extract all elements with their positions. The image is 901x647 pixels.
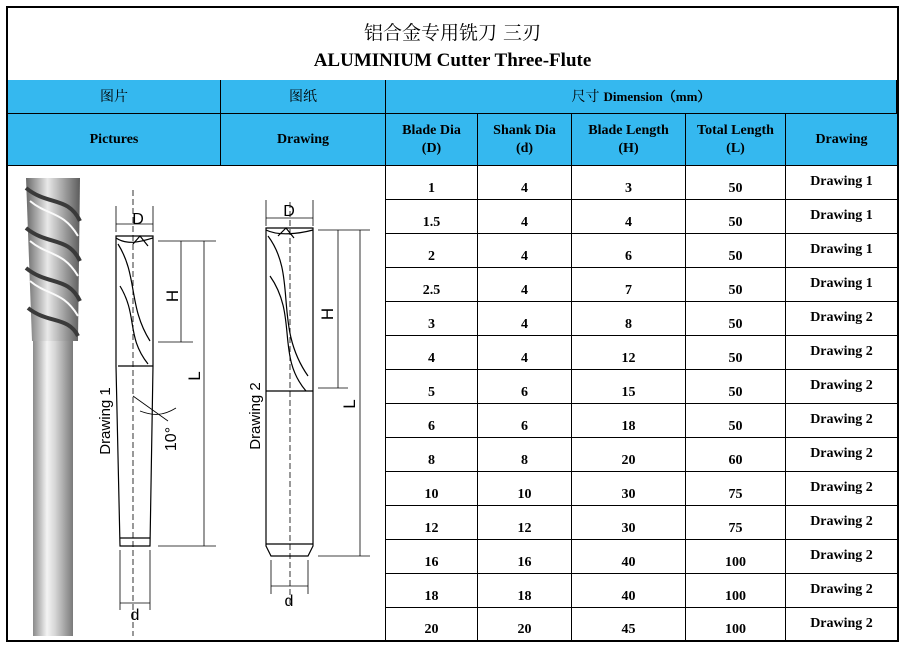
cell-blade-dia: 8 bbox=[386, 438, 478, 472]
cell-total-length: 50 bbox=[686, 268, 786, 302]
cell-drawing: Drawing 2 bbox=[786, 370, 897, 404]
cell-blade-dia: 12 bbox=[386, 506, 478, 540]
header-dimension-zh: 尺寸 bbox=[571, 88, 600, 105]
cell-total-length: 100 bbox=[686, 608, 786, 640]
cell-total-length: 75 bbox=[686, 506, 786, 540]
cell-blade-length: 12 bbox=[572, 336, 686, 370]
cell-drawing: Drawing 2 bbox=[810, 616, 873, 631]
cell-blade-length: 45 bbox=[572, 608, 686, 640]
header-blade-length-symbol: (H) bbox=[618, 140, 639, 156]
header-blade-dia-label: Blade Dia bbox=[402, 122, 461, 138]
header-drawing-column: Drawing bbox=[786, 114, 897, 166]
cell-total-length: 50 bbox=[686, 370, 786, 404]
cell-shank-dia: 8 bbox=[478, 438, 572, 472]
header-drawing: Drawing bbox=[221, 114, 386, 166]
d2-shank-dia-label: d bbox=[284, 593, 294, 610]
cell-blade-dia: 6 bbox=[386, 404, 478, 438]
cell-blade-length: 30 bbox=[572, 472, 686, 506]
cell-total-length: 50 bbox=[686, 234, 786, 268]
cell-drawing: Drawing 1 bbox=[786, 166, 897, 200]
cell-shank-dia: 4 bbox=[478, 200, 572, 234]
cell-shank-dia: 12 bbox=[478, 506, 572, 540]
cell-total-length: 100 bbox=[686, 574, 786, 608]
d2-blade-dia-label: D bbox=[283, 203, 295, 220]
header-drawing-zh bbox=[221, 80, 386, 114]
pictures-drawings-area bbox=[8, 166, 386, 640]
cell-shank-dia: 18 bbox=[478, 574, 572, 608]
cell-drawing: Drawing 2 bbox=[786, 404, 897, 438]
cell-drawing: Drawing 1 bbox=[786, 268, 897, 302]
cell-blade-dia: 18 bbox=[386, 574, 478, 608]
d2-blade-length-label: H bbox=[318, 307, 337, 321]
cell-total-length: 50 bbox=[686, 336, 786, 370]
cell-blade-dia: 10 bbox=[386, 472, 478, 506]
header-pictures-zh-text: 图片 bbox=[100, 88, 128, 105]
d1-blade-dia-label: D bbox=[132, 211, 144, 228]
header-shank-dia bbox=[478, 114, 572, 166]
drawing-1 bbox=[116, 190, 216, 636]
cell-blade-dia: 1 bbox=[386, 166, 478, 200]
cell-blade-dia: 3 bbox=[386, 302, 478, 336]
cell-total-length: 50 bbox=[686, 302, 786, 336]
header-blade-dia-symbol: (D) bbox=[421, 140, 442, 156]
cell-blade-length: 7 bbox=[572, 268, 686, 302]
cell-shank-dia: 4 bbox=[478, 302, 572, 336]
title-block bbox=[8, 8, 897, 81]
cutter-photo bbox=[26, 178, 80, 636]
cell-drawing: Drawing 2 bbox=[786, 302, 897, 336]
d1-total-length-label: L bbox=[185, 371, 204, 381]
cell-total-length: 50 bbox=[686, 404, 786, 438]
header-pictures: Pictures bbox=[8, 114, 221, 166]
cell-blade-dia: 5 bbox=[386, 370, 478, 404]
cell-shank-dia: 6 bbox=[478, 370, 572, 404]
cell-blade-length: 15 bbox=[572, 370, 686, 404]
header-drawing-zh-text: 图纸 bbox=[289, 88, 317, 105]
cell-shank-dia: 4 bbox=[478, 336, 572, 370]
cell-drawing: Drawing 1 bbox=[786, 234, 897, 268]
cell-shank-dia: 6 bbox=[478, 404, 572, 438]
cell-blade-length: 8 bbox=[572, 302, 686, 336]
cell-blade-length: 20 bbox=[572, 438, 686, 472]
header-shank-dia-label: Shank Dia bbox=[493, 122, 556, 138]
cell-total-length: 50 bbox=[686, 200, 786, 234]
cutter-illustrations bbox=[8, 166, 386, 640]
cell-shank-dia: 4 bbox=[478, 234, 572, 268]
d1-blade-length-label: H bbox=[163, 289, 182, 303]
title-chinese: 铝合金专用铣刀 三刃 bbox=[363, 22, 542, 44]
cell-drawing: Drawing 1 bbox=[786, 200, 897, 234]
header-total-length-symbol: (L) bbox=[726, 140, 745, 156]
cell-total-length: 100 bbox=[686, 540, 786, 574]
cell-blade-length: 30 bbox=[572, 506, 686, 540]
cell-drawing: Drawing 2 bbox=[786, 506, 897, 540]
header-dimension bbox=[386, 80, 897, 114]
cell-blade-dia: 20 bbox=[386, 608, 478, 640]
cell-blade-dia: 1.5 bbox=[386, 200, 478, 234]
header-total-length bbox=[686, 114, 786, 166]
header-total-length-label: Total Length bbox=[697, 122, 774, 138]
title-english: ALUMINIUM Cutter Three-Flute bbox=[313, 50, 592, 71]
cell-blade-length: 3 bbox=[572, 166, 686, 200]
cell-drawing: Drawing 2 bbox=[786, 472, 897, 506]
cell-shank-dia: 4 bbox=[478, 166, 572, 200]
cell-blade-length: 40 bbox=[572, 574, 686, 608]
cell-blade-length: 6 bbox=[572, 234, 686, 268]
cell-blade-dia: 4 bbox=[386, 336, 478, 370]
cell-total-length: 60 bbox=[686, 438, 786, 472]
cell-shank-dia: 20 bbox=[478, 608, 572, 640]
header-pictures-zh bbox=[8, 80, 221, 114]
cell-blade-dia: 2 bbox=[386, 234, 478, 268]
header-dimension-en: Dimension（mm） bbox=[603, 88, 711, 104]
cell-blade-dia: 2.5 bbox=[386, 268, 478, 302]
cell-drawing: Drawing 2 bbox=[786, 540, 897, 574]
cell-shank-dia: 4 bbox=[478, 268, 572, 302]
cell-drawing: Drawing 2 bbox=[786, 438, 897, 472]
spec-sheet bbox=[6, 6, 899, 642]
d1-shank-dia-label: d bbox=[130, 607, 140, 624]
d2-total-length-label: L bbox=[340, 399, 359, 409]
cell-drawing: Drawing 2 bbox=[786, 574, 897, 608]
drawing-2-label: Drawing 2 bbox=[247, 382, 264, 450]
cell-blade-length: 40 bbox=[572, 540, 686, 574]
cell-blade-length: 18 bbox=[572, 404, 686, 438]
header-blade-length bbox=[572, 114, 686, 166]
cell-shank-dia: 16 bbox=[478, 540, 572, 574]
cell-drawing: Drawing 2 bbox=[786, 336, 897, 370]
cell-blade-length: 4 bbox=[572, 200, 686, 234]
cell-blade-dia: 16 bbox=[386, 540, 478, 574]
cell-total-length: 75 bbox=[686, 472, 786, 506]
header-blade-dia bbox=[386, 114, 478, 166]
header-shank-dia-symbol: (d) bbox=[515, 140, 534, 156]
header-blade-length-label: Blade Length bbox=[588, 122, 669, 138]
cell-shank-dia: 10 bbox=[478, 472, 572, 506]
cell-total-length: 50 bbox=[686, 166, 786, 200]
drawing-1-label: Drawing 1 bbox=[97, 387, 114, 455]
d1-angle-label: 10° bbox=[163, 426, 180, 452]
